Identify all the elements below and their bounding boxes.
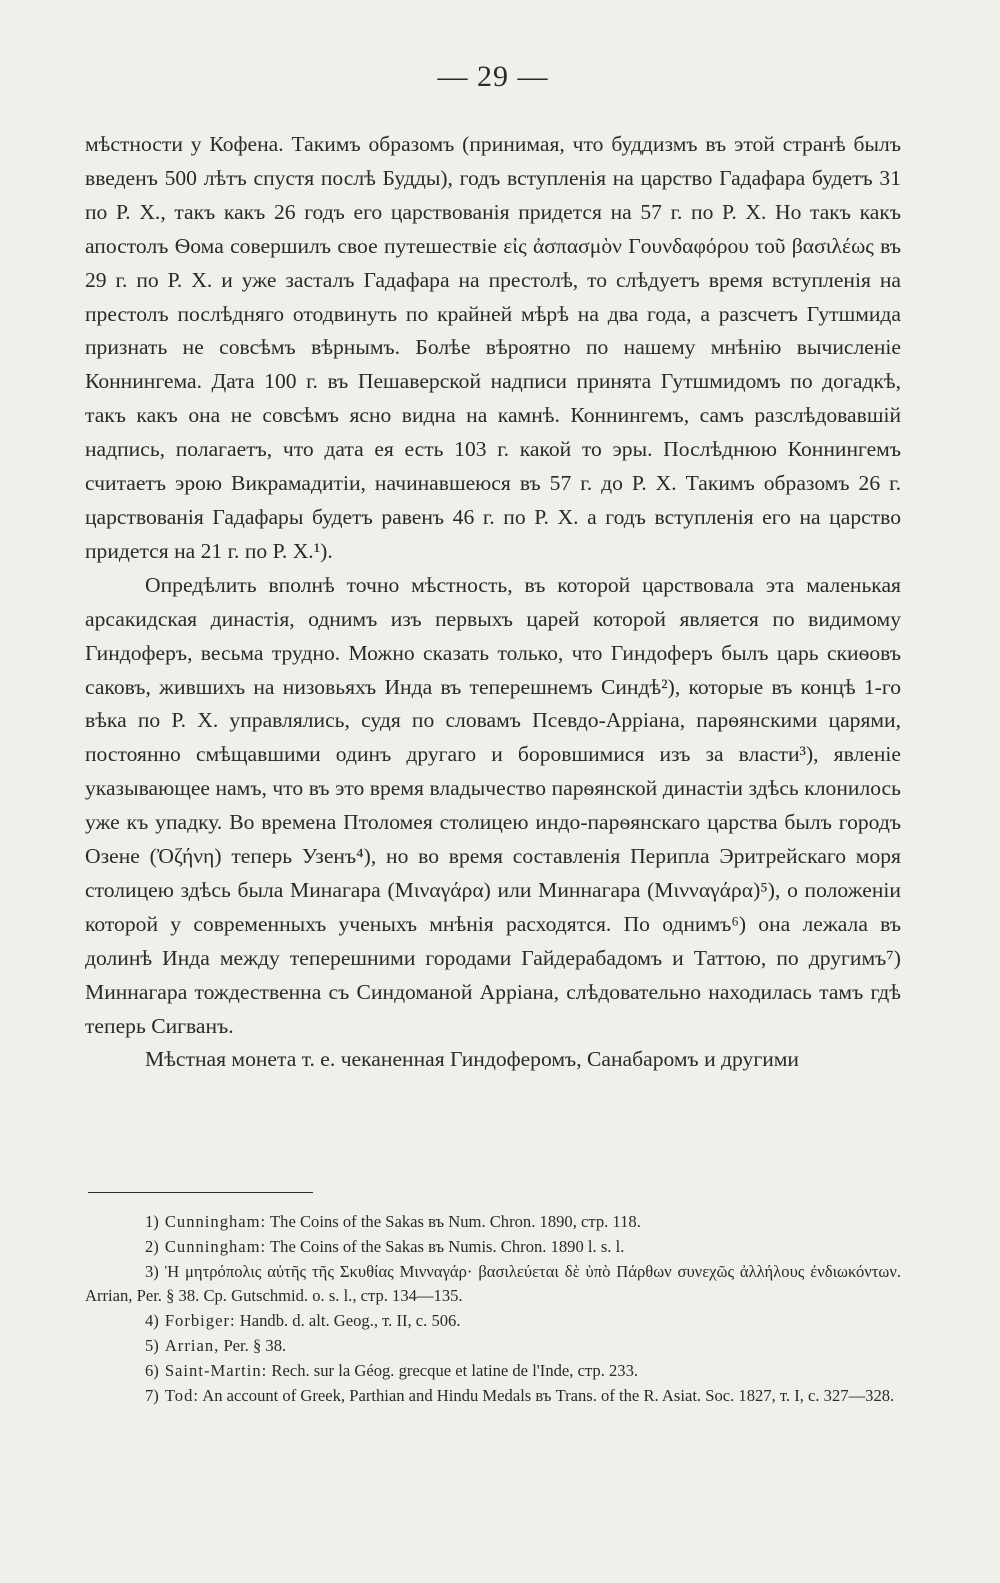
footnote-author: Tod: [164,1385,200,1405]
footnote-number: 5) [145,1335,159,1355]
footnotes [85,1210,901,1408]
footnote-text: Handb. d. alt. Geog., т. II, с. 506. [239,1311,461,1331]
page-number: — 29 — [437,60,549,93]
footnote-text: Ἡ μητρόπολις αὐτῆς τῆς Σκυθίας Μινναγάρ· βασιλεύεται δὲ ὑπὸ Πάρθων συνεχῶς ἀλλήλους ἐνδιωκόντων. Arrian, Per. § 38. Cp. Gutschmid. o. s. l., стр. 134—135. [85,1261,901,1306]
footnote-4 [85,1309,901,1334]
footnote-text: Per. § 38. [223,1335,287,1355]
footnote-number: 1) [145,1212,159,1231]
footnote-number: 7) [145,1385,159,1405]
footnote-1 [85,1210,901,1235]
footnote-5 [85,1334,901,1359]
footnote-author: Saint-Martin: [164,1360,268,1380]
footnote-number: 6) [145,1360,159,1380]
footnote-number: 2) [145,1236,159,1256]
footnote-text: The Coins of the Sakas въ Num. Chron. 1890, стр. 118. [270,1212,641,1231]
footnote-author: Arrian, [164,1335,220,1355]
footnote-7 [85,1384,901,1409]
footnote-author: Cunningham: [164,1236,267,1256]
footnote-text: Rech. sur la Géog. grecque et latine de l'Inde, стр. 233. [271,1360,639,1380]
paragraph-3: Мѣстная монета т. е. чеканенная Гиндоферомъ, Санабаромъ и другими [145,1047,799,1072]
footnote-6 [85,1359,901,1384]
footnote-2 [85,1235,901,1260]
paragraph-2: Опредѣлить вполнѣ точно мѣстность, въ которой царствовала эта маленькая арсакидская династія, однимъ изъ первыхъ царей которой является по видимому Гиндоферъ, весьма трудно. Можно сказать только, что Гиндоферъ былъ царь скиѳовъ саковъ, жившихъ на низовьяхъ Инда въ теперешнемъ Синдѣ²), которые въ концѣ 1-го вѣка по Р. Х. управлялись, судя по словамъ Псевдо-Арріана, парѳянскими царями, постоянно смѣщавшими одинъ другаго и боровшимися изъ за власти³), явленіе указывающее намъ, что въ это время владычество парѳянской династіи здѣсь клонилось уже къ упадку. Во времена Птоломея столицею индо-парѳянскаго царства былъ городъ Озене (Ὀζήνη) теперь Узенъ⁴), но во время составленія Перипла Эритрейскаго моря столицею здѣсь была Минагара (Μιναγάρα) или Миннагара (Μινναγάρα)⁵), о положеніи которой у современныхъ ученыхъ мнѣнія расходятся. По однимъ⁶) она лежала въ долинѣ Инда между теперешними городами Гайдерабадомъ и Таттою, по другимъ⁷) Миннагара тождественна съ Синдоманой Арріана, слѣдовательно находилась тамъ гдѣ теперь Сигванъ. [85,572,901,1038]
footnote-author: Forbiger: [164,1311,236,1331]
footnote-3 [85,1260,901,1310]
footnote-number: 3) [145,1261,159,1281]
footnote-text: An account of Greek, Parthian and Hindu Medals въ Trans. of the R. Asiat. Soc. 1827, т. I, с. 327—328. [202,1385,895,1405]
footnote-text: The Coins of the Sakas въ Numis. Chron. 1890 l. s. l. [270,1236,625,1256]
body-text [85,128,901,1077]
footnote-author: Cunningham: [164,1212,267,1231]
footnote-divider [88,1192,313,1193]
paragraph-1: мѣстности у Кофена. Такимъ образомъ (принимая, что буддизмъ въ этой странѣ былъ введенъ 500 лѣтъ спустя послѣ Будды), годъ вступленія на царство Гадафара будетъ 31 по Р. Х., такъ какъ 26 годъ его царствованія придется на 57 г. по Р. Х. Но такъ какъ апостолъ Ѳома совершилъ свое путешествіе εἰς ἀσπασμὸν Γουνδαφόρου τοῦ βασιλέως въ 29 г. по Р. Х. и уже засталъ Гадафара на престолѣ, то слѣдуетъ время вступленія на престолъ послѣдняго отодвинуть по крайней мѣрѣ на два года, а разсчетъ Гутшмида признать не совсѣмъ вѣрнымъ. Болѣе вѣроятно по нашему мнѣнію вычисленіе Коннингема. Дата 100 г. въ Пешаверской надписи принята Гутшмидомъ по догадкѣ, такъ какъ она не совсѣмъ ясно видна на камнѣ. Коннингемъ, самъ разслѣдовавшій надпись, полагаетъ, что дата ея есть 103 г. какой то эры. Послѣднюю Коннингемъ считаетъ эрою Викрамадитіи, начинавшеюся въ 57 г. до Р. Х. Такимъ образомъ 26 г. царствованія Гадафары будетъ равенъ 46 г. по Р. Х. а годъ вступленія его на царство придется на 21 г. по Р. Х.¹). [85,132,901,563]
footnote-number: 4) [145,1311,159,1331]
